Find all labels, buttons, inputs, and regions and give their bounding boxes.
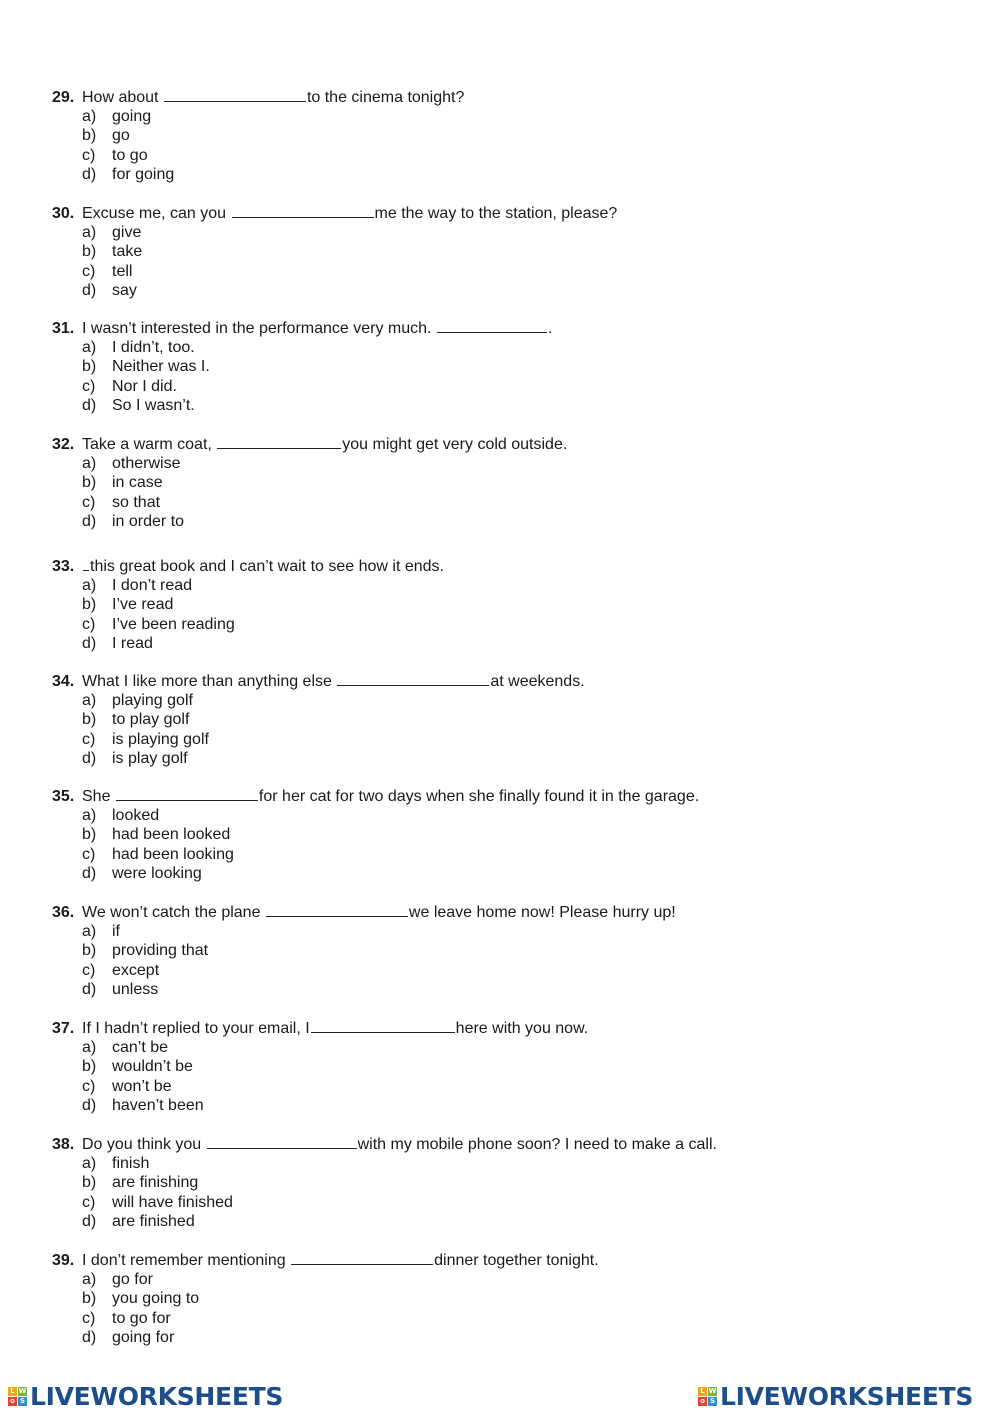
- option-text: is play golf: [112, 750, 188, 767]
- option-text: wouldn’t be: [112, 1058, 193, 1075]
- option-letter: a): [82, 223, 97, 241]
- option-d[interactable]: [52, 165, 952, 185]
- option-d[interactable]: [52, 634, 952, 654]
- question-34: [52, 671, 952, 769]
- option-b[interactable]: [52, 941, 952, 961]
- option-d[interactable]: [52, 1328, 952, 1348]
- stem-after: you might get very cold outside.: [342, 436, 568, 453]
- option-letter: d): [82, 166, 97, 183]
- option-text: I didn’t, too.: [112, 338, 195, 356]
- option-text: to play golf: [112, 711, 190, 728]
- question-38: [52, 1134, 952, 1232]
- answer-blank[interactable]: [311, 1018, 455, 1033]
- option-letter: d): [82, 865, 97, 882]
- option-letter: c): [82, 493, 96, 511]
- option-b[interactable]: [52, 473, 952, 493]
- answer-blank[interactable]: [337, 671, 489, 686]
- option-letter: a): [82, 576, 97, 594]
- option-d[interactable]: [52, 281, 952, 301]
- liveworksheets-icon: [698, 1387, 717, 1406]
- liveworksheets-logo-right[interactable]: [698, 1380, 973, 1412]
- question-stem: [52, 203, 952, 223]
- question-number: 29.: [52, 89, 75, 106]
- question-stem: [52, 1018, 952, 1038]
- icon-tile: W: [18, 1386, 27, 1395]
- answer-blank[interactable]: [291, 1250, 433, 1265]
- option-letter: c): [82, 615, 96, 633]
- option-letter: b): [82, 1174, 97, 1191]
- option-letter: c): [82, 146, 96, 164]
- icon-tile: S: [19, 1396, 26, 1405]
- icon-tile: o: [8, 1397, 17, 1406]
- option-letter: c): [82, 730, 96, 748]
- icon-tile: L: [8, 1387, 17, 1396]
- option-letter: d): [82, 981, 97, 998]
- stem-after: .: [547, 320, 553, 337]
- question-stem: [52, 1250, 952, 1270]
- option-a[interactable]: [52, 576, 952, 596]
- option-text: except: [112, 961, 160, 979]
- option-text: tell: [112, 262, 133, 280]
- option-b[interactable]: [52, 595, 952, 615]
- question-number: 33.: [52, 558, 75, 575]
- option-letter: b): [82, 826, 97, 843]
- option-letter: a): [82, 691, 97, 709]
- liveworksheets-icon: [8, 1387, 27, 1406]
- answer-blank[interactable]: [164, 87, 306, 102]
- question-number: 31.: [52, 320, 75, 337]
- question-36: [52, 902, 952, 1000]
- option-a[interactable]: [52, 1270, 952, 1290]
- option-text: going for: [112, 1329, 175, 1346]
- option-text: give: [112, 223, 142, 241]
- option-text: are finished: [112, 1213, 195, 1230]
- option-letter: d): [82, 635, 97, 652]
- answer-blank[interactable]: [207, 1134, 357, 1149]
- option-letter: b): [82, 942, 97, 959]
- option-c[interactable]: [52, 146, 952, 166]
- option-text: you going to: [112, 1290, 200, 1307]
- stem-after: me the way to the station, please?: [374, 205, 618, 222]
- question-stem: [52, 1134, 952, 1154]
- answer-blank[interactable]: [116, 786, 258, 801]
- option-b[interactable]: [52, 1289, 952, 1309]
- option-text: for going: [112, 166, 175, 183]
- option-c[interactable]: [52, 961, 952, 981]
- option-text: unless: [112, 981, 159, 998]
- answer-blank[interactable]: [83, 556, 89, 571]
- question-39: [52, 1250, 952, 1348]
- option-letter: a): [82, 338, 97, 356]
- question-31: [52, 318, 952, 416]
- option-a[interactable]: [52, 1154, 952, 1174]
- option-a[interactable]: [52, 338, 952, 358]
- option-letter: b): [82, 358, 97, 375]
- option-c[interactable]: [52, 377, 952, 397]
- option-a[interactable]: [52, 806, 952, 826]
- option-c[interactable]: [52, 262, 952, 282]
- question-number: 35.: [52, 788, 75, 805]
- question-number: 37.: [52, 1020, 75, 1037]
- icon-tile: L: [698, 1387, 707, 1396]
- option-text: say: [112, 282, 137, 299]
- option-letter: d): [82, 282, 97, 299]
- question-32: [52, 434, 952, 532]
- option-text: in order to: [112, 513, 185, 530]
- question-33: [52, 556, 952, 654]
- option-text: Neither was I.: [112, 358, 210, 375]
- option-letter: c): [82, 961, 96, 979]
- option-text: can’t be: [112, 1038, 169, 1056]
- option-d[interactable]: [52, 749, 952, 769]
- option-text: won’t be: [112, 1077, 172, 1095]
- option-text: to go for: [112, 1309, 171, 1327]
- question-29: [52, 87, 952, 185]
- option-text: So I wasn’t.: [112, 397, 195, 414]
- stem-before: I wasn’t interested in the performance very much.: [82, 320, 436, 337]
- option-letter: c): [82, 1309, 96, 1327]
- icon-tile: W: [708, 1386, 717, 1395]
- question-stem: [52, 318, 952, 338]
- icon-tile: S: [709, 1396, 716, 1405]
- stem-after: dinner together tonight.: [434, 1252, 599, 1269]
- option-a[interactable]: [52, 107, 952, 127]
- option-c[interactable]: [52, 730, 952, 750]
- option-b[interactable]: [52, 1057, 952, 1077]
- question-stem: [52, 87, 952, 107]
- option-text: had been looking: [112, 845, 234, 863]
- option-text: go for: [112, 1270, 153, 1288]
- question-stem: [52, 434, 952, 454]
- option-d[interactable]: [52, 864, 952, 884]
- stem-before: How about: [82, 89, 163, 106]
- stem-after: at weekends.: [490, 673, 585, 690]
- option-letter: a): [82, 107, 97, 125]
- option-text: looked: [112, 806, 160, 824]
- stem-after: here with you now.: [455, 1020, 589, 1037]
- option-b[interactable]: [52, 825, 952, 845]
- option-c[interactable]: [52, 493, 952, 513]
- liveworksheets-logo-left[interactable]: [8, 1380, 283, 1412]
- option-letter: c): [82, 1193, 96, 1211]
- option-d[interactable]: [52, 1096, 952, 1116]
- stem-before: She: [82, 788, 115, 805]
- option-text: I don’t read: [112, 576, 193, 594]
- option-d[interactable]: [52, 512, 952, 532]
- option-d[interactable]: [52, 396, 952, 416]
- stem-before: Take a warm coat,: [82, 436, 217, 453]
- option-c[interactable]: [52, 1077, 952, 1097]
- stem-after: with my mobile phone soon? I need to make a call.: [357, 1136, 717, 1153]
- question-number: 30.: [52, 205, 75, 222]
- option-letter: c): [82, 377, 96, 395]
- logo-text: LIVEWORKSHEETS: [30, 1381, 284, 1411]
- option-letter: a): [82, 1270, 97, 1288]
- question-37: [52, 1018, 952, 1116]
- option-letter: b): [82, 711, 97, 728]
- option-text: otherwise: [112, 454, 181, 472]
- question-number: 39.: [52, 1252, 75, 1269]
- question-stem: [52, 786, 952, 806]
- answer-blank[interactable]: [232, 203, 374, 218]
- option-letter: c): [82, 262, 96, 280]
- option-letter: d): [82, 1097, 97, 1114]
- option-letter: d): [82, 513, 97, 530]
- question-35: [52, 786, 952, 884]
- option-letter: a): [82, 1038, 97, 1056]
- option-text: were looking: [112, 865, 202, 882]
- option-text: if: [112, 922, 120, 940]
- option-b[interactable]: [52, 357, 952, 377]
- option-letter: b): [82, 127, 97, 144]
- answer-blank[interactable]: [266, 902, 408, 917]
- option-d[interactable]: [52, 1212, 952, 1232]
- option-text: I read: [112, 635, 153, 652]
- option-text: Nor I did.: [112, 377, 177, 395]
- option-c[interactable]: [52, 1309, 952, 1329]
- option-text: haven’t been: [112, 1097, 204, 1114]
- option-letter: b): [82, 596, 97, 613]
- option-text: playing golf: [112, 691, 193, 709]
- option-text: to go: [112, 146, 148, 164]
- option-letter: a): [82, 454, 97, 472]
- stem-before: If I hadn’t replied to your email, I: [82, 1020, 310, 1037]
- answer-blank[interactable]: [437, 318, 547, 333]
- option-a[interactable]: [52, 1038, 952, 1058]
- question-number: 34.: [52, 673, 75, 690]
- stem-before: I don’t remember mentioning: [82, 1252, 291, 1269]
- option-letter: b): [82, 1290, 97, 1307]
- option-letter: d): [82, 1329, 97, 1346]
- option-a[interactable]: [52, 922, 952, 942]
- option-text: will have finished: [112, 1193, 233, 1211]
- logo-text: LIVEWORKSHEETS: [720, 1381, 974, 1411]
- option-text: I’ve read: [112, 596, 174, 613]
- stem-before: Excuse me, can you: [82, 205, 231, 222]
- option-text: going: [112, 107, 152, 125]
- stem-after: for her cat for two days when she finally found it in the garage.: [258, 788, 700, 805]
- option-letter: d): [82, 750, 97, 767]
- option-letter: a): [82, 1154, 97, 1172]
- option-letter: b): [82, 243, 97, 260]
- question-number: 38.: [52, 1136, 75, 1153]
- stem-after: this great book and I can’t wait to see how it ends.: [90, 558, 444, 575]
- option-text: I’ve been reading: [112, 615, 235, 633]
- answer-blank[interactable]: [217, 434, 341, 449]
- stem-after: to the cinema tonight?: [306, 89, 465, 106]
- stem-after: we leave home now! Please hurry up!: [408, 904, 676, 921]
- question-stem: [52, 902, 952, 922]
- option-b[interactable]: [52, 242, 952, 262]
- option-text: had been looked: [112, 826, 231, 843]
- option-a[interactable]: [52, 223, 952, 243]
- stem-before: What I like more than anything else: [82, 673, 337, 690]
- option-text: so that: [112, 493, 161, 511]
- option-text: in case: [112, 474, 163, 491]
- option-text: are finishing: [112, 1174, 199, 1191]
- question-30: [52, 203, 952, 301]
- option-b[interactable]: [52, 1173, 952, 1193]
- stem-before: Do you think you: [82, 1136, 206, 1153]
- option-letter: d): [82, 397, 97, 414]
- stem-before: We won’t catch the plane: [82, 904, 265, 921]
- option-d[interactable]: [52, 980, 952, 1000]
- option-letter: d): [82, 1213, 97, 1230]
- question-stem: [52, 556, 952, 576]
- icon-tile: o: [698, 1397, 707, 1406]
- option-letter: a): [82, 922, 97, 940]
- option-text: providing that: [112, 942, 209, 959]
- option-text: is playing golf: [112, 730, 209, 748]
- option-text: take: [112, 243, 143, 260]
- option-letter: c): [82, 845, 96, 863]
- option-letter: b): [82, 474, 97, 491]
- option-b[interactable]: [52, 126, 952, 146]
- option-c[interactable]: [52, 615, 952, 635]
- option-c[interactable]: [52, 1193, 952, 1213]
- question-number: 32.: [52, 436, 75, 453]
- option-text: go: [112, 127, 130, 144]
- option-c[interactable]: [52, 845, 952, 865]
- option-a[interactable]: [52, 691, 952, 711]
- option-a[interactable]: [52, 454, 952, 474]
- option-b[interactable]: [52, 710, 952, 730]
- question-stem: [52, 671, 952, 691]
- option-letter: a): [82, 806, 97, 824]
- option-letter: b): [82, 1058, 97, 1075]
- question-number: 36.: [52, 904, 75, 921]
- option-letter: c): [82, 1077, 96, 1095]
- option-text: finish: [112, 1154, 150, 1172]
